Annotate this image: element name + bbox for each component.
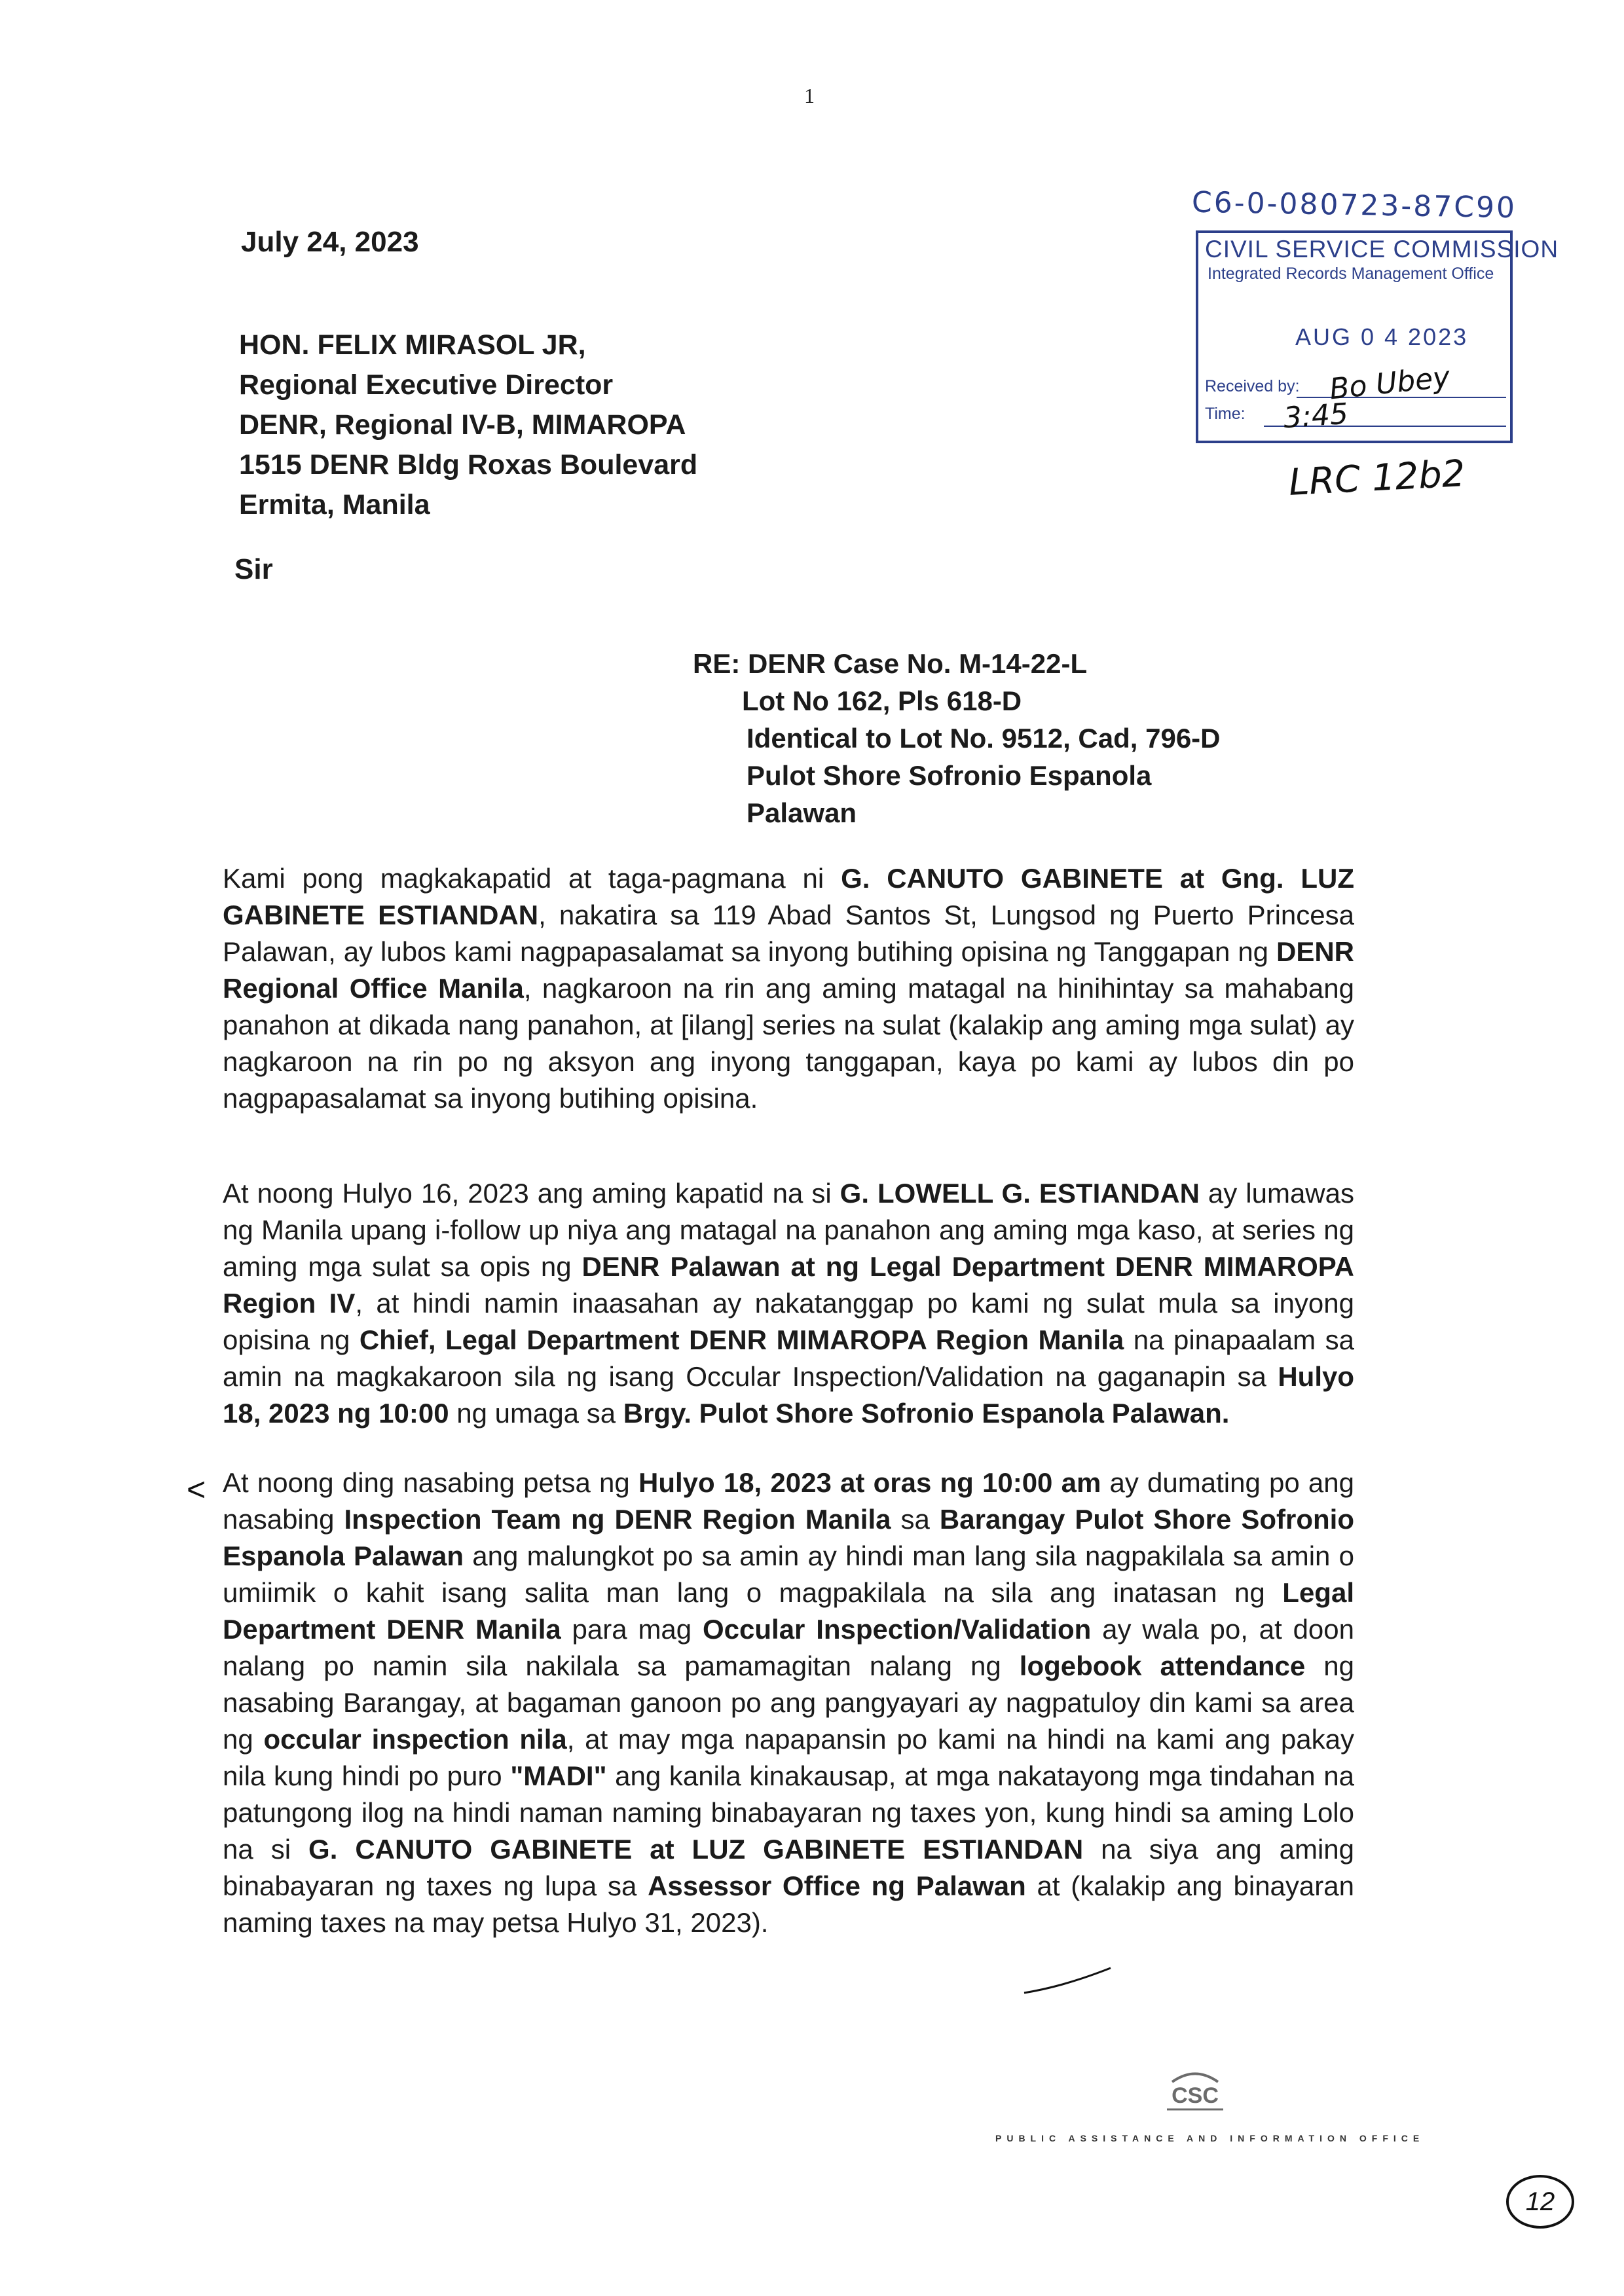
- tracking-number: C6-0-080723-87C90: [1191, 185, 1517, 225]
- page-number: 1: [804, 84, 815, 107]
- reference-block: [693, 645, 1221, 831]
- stamp-received-label: Received by:: [1205, 377, 1300, 395]
- addressee-address-line2: Ermita, Manila: [239, 489, 430, 520]
- stamp-subtitle: Integrated Records Management Office: [1208, 264, 1494, 283]
- re-lot-number: Lot No 162, Pls 618-D: [742, 685, 1022, 716]
- footer-office-line: PUBLIC ASSISTANCE AND INFORMATION OFFICE: [995, 2133, 1425, 2143]
- page-count-circle: 12: [1506, 2175, 1574, 2229]
- addressee-block: [239, 325, 697, 525]
- letter-date: July 24, 2023: [241, 226, 419, 258]
- time-initials: 3:45: [1282, 397, 1350, 435]
- addressee-office: DENR, Regional IV-B, MIMAROPA: [239, 409, 686, 441]
- salutation: Sir: [234, 553, 273, 585]
- addressee-address-line1: 1515 DENR Bldg Roxas Boulevard: [239, 449, 698, 481]
- received-initials: Bo Ubey: [1327, 360, 1452, 407]
- csc-logo: [1159, 2062, 1231, 2124]
- margin-mark: <: [187, 1471, 206, 1508]
- pen-stroke: [1022, 1964, 1113, 1997]
- stamp-time-label: Time:: [1205, 405, 1246, 423]
- re-province: Palawan: [747, 797, 857, 828]
- csc-logo-text: CSC: [1172, 2083, 1219, 2108]
- margin-note: LRC 12b2: [1287, 452, 1466, 505]
- body-paragraph-2: At noong Hulyo 16, 2023 ang aming kapatid na si G. LOWELL G. ESTIANDAN ay lumawas ng Manila upang i-follow up niya ang matagal na panahon ang aming mga kaso, at series ng aming mga sulat sa opis ng DENR Palawan at ng Legal Department DENR MIMAROPA Region IV, at hindi namin inaasahan ay nakatanggap po kami ng sulat mula sa inyong opisina ng Chief, Legal Department DENR MIMAROPA Region Manila na pinapaalam sa amin na magkakaroon sila ng isang Occular Inspection/Validation na gaganapin sa Hulyo 18, 2023 ng 10:00 ng umaga sa Brgy. Pulot Shore Sofronio Espanola Palawan.: [223, 1178, 1355, 1429]
- body-paragraph-1: Kami pong magkakapatid at taga-pagmana ni G. CANUTO GABINETE at Gng. LUZ GABINETE ESTIANDAN, nakatira sa 119 Abad Santos St, Lungsod ng Puerto Princesa Palawan, ay lubos kami nagpapasalamat sa inyong butihing opisina ng Tanggapan ng DENR Regional Office Manila, nagkaroon na rin ang aming matagal na hinihintay sa mahabang panahon at dikada nang panahon, at [ilang] series na sulat (kalakip ang aming mga sulat) ay nagkaroon na rin po ng aksyon ang inyong tanggapan, kaya po kami ay lubos din po nagpapasalamat sa inyong butihing opisina.: [223, 863, 1354, 1114]
- addressee-title: Regional Executive Director: [239, 369, 614, 401]
- re-case-number: RE: DENR Case No. M-14-22-L: [693, 648, 1088, 679]
- re-location: Pulot Shore Sofronio Espanola: [747, 760, 1152, 791]
- stamp-title: CIVIL SERVICE COMMISSION: [1205, 236, 1559, 263]
- stamp-date: AUG 0 4 2023: [1295, 323, 1469, 350]
- body-paragraph-3: At noong ding nasabing petsa ng Hulyo 18, 2023 at oras ng 10:00 am ay dumating po ang nasabing Inspection Team ng DENR Region Manila sa Barangay Pulot Shore Sofronio Espanola Palawan ang malungkot po sa amin ay hindi man lang sila nagpakilala sa amin o umiimik o kahit isang salita man lang o magpakilala na sila ang inatasan ng Legal Department DENR Manila para mag Occular Inspection/Validation ay wala po, at doon nalang po namin sila nakilala sa pamamagitan nalang ng logebook attendance ng nasabing Barangay, at bagaman ganoon po ang pangyayari ay nagpatuloy din kami sa area ng occular inspection nila, at may mga napapansin po kami na hindi na kami ang pakay nila kung hindi po puro "MADI" ang kanila kinakausap, at mga nakatayong mga tindahan na patungong ilog na hindi naman naming binabayaran ng taxes yon, kung hindi sa aming Lolo na si G. CANUTO GABINETE at LUZ GABINETE ESTIANDAN na siya ang aming binabayaran ng taxes ng lupa sa Assessor Office ng Palawan at (kalakip ang binayaran naming taxes na may petsa Hulyo 31, 2023).: [223, 1467, 1355, 1938]
- received-stamp: [1196, 230, 1559, 443]
- re-identical-lot: Identical to Lot No. 9512, Cad, 796-D: [747, 723, 1221, 754]
- addressee-name: HON. FELIX MIRASOL JR,: [239, 329, 586, 361]
